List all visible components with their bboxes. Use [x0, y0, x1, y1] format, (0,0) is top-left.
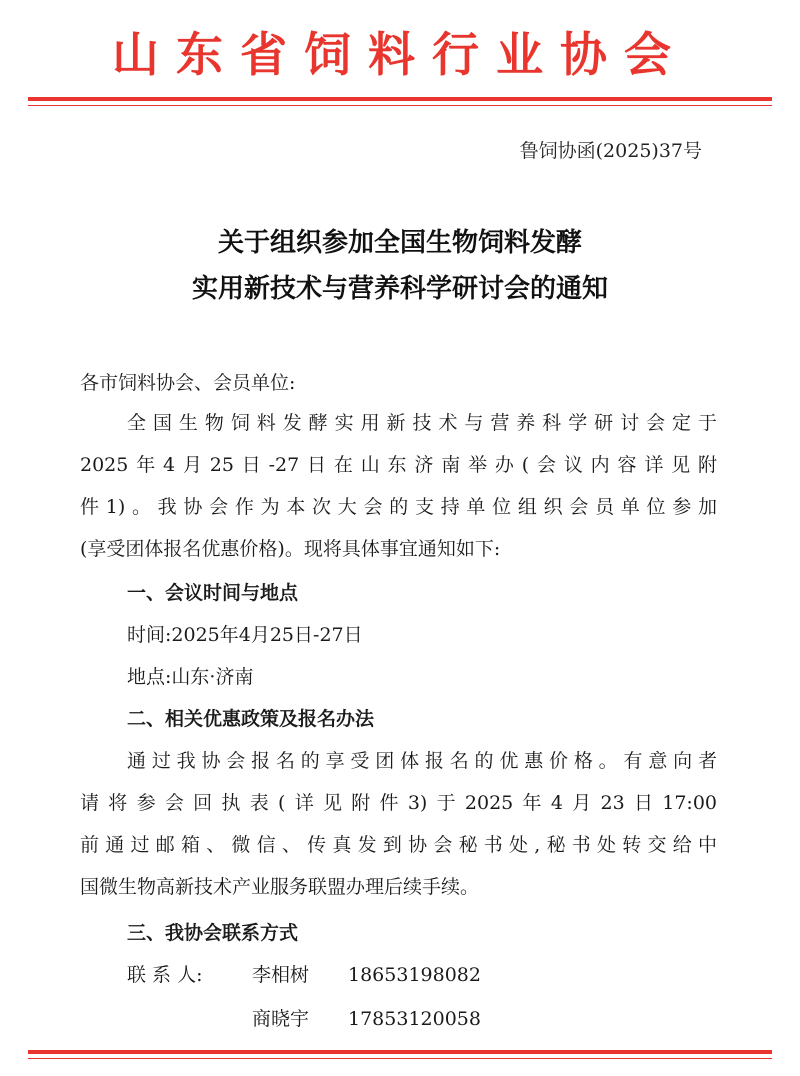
- intro-line: 件1)。我协会作为本次大会的支持单位组织会员单位参加: [80, 496, 717, 518]
- meeting-time: 时间:2025年4月25日-27日: [127, 624, 363, 646]
- footer-divider-thin: [28, 1058, 772, 1059]
- section-2-heading: 二、相关优惠政策及报名办法: [127, 708, 375, 730]
- header-divider-thin: [28, 105, 772, 106]
- document-number: 鲁饲协函(2025)37号: [519, 140, 702, 162]
- header-divider-thick: [28, 97, 772, 101]
- intro-line: (享受团体报名优惠价格)。现将具体事宜通知如下:: [80, 538, 501, 560]
- registration-line: 通过我协会报名的享受团体报名的优惠价格。有意向者: [127, 750, 717, 772]
- contact-phone: 18653198082: [348, 964, 481, 986]
- intro-line: 全国生物饲料发酵实用新技术与营养科学研讨会定于: [127, 412, 717, 434]
- salutation: 各市饲料协会、会员单位:: [80, 372, 296, 394]
- footer-divider-thick: [28, 1050, 772, 1054]
- meeting-place: 地点:山东·济南: [127, 666, 254, 688]
- contact-label: 联 系 人:: [127, 964, 203, 986]
- notice-title-line-2: 实用新技术与营养科学研讨会的通知: [191, 274, 608, 304]
- section-3-heading: 三、我协会联系方式: [127, 922, 299, 944]
- registration-line: 国微生物高新技术产业服务联盟办理后续手续。: [80, 876, 480, 898]
- organization-name: 山东省饲料行业协会: [112, 28, 688, 83]
- contact-name: 商晓宇: [252, 1008, 310, 1030]
- registration-line: 前通过邮箱、微信、传真发到协会秘书处,秘书处转交给中: [80, 834, 717, 856]
- contact-phone: 17853120058: [348, 1008, 481, 1030]
- registration-line: 请将参会回执表(详见附件3)于2025年4月23日17:00: [80, 792, 717, 814]
- notice-title-line-1: 关于组织参加全国生物饲料发酵: [217, 228, 582, 258]
- intro-line: 2025年4月25日-27日在山东济南举办(会议内容详见附: [80, 454, 717, 476]
- contact-name: 李相树: [252, 964, 310, 986]
- section-1-heading: 一、会议时间与地点: [127, 582, 299, 604]
